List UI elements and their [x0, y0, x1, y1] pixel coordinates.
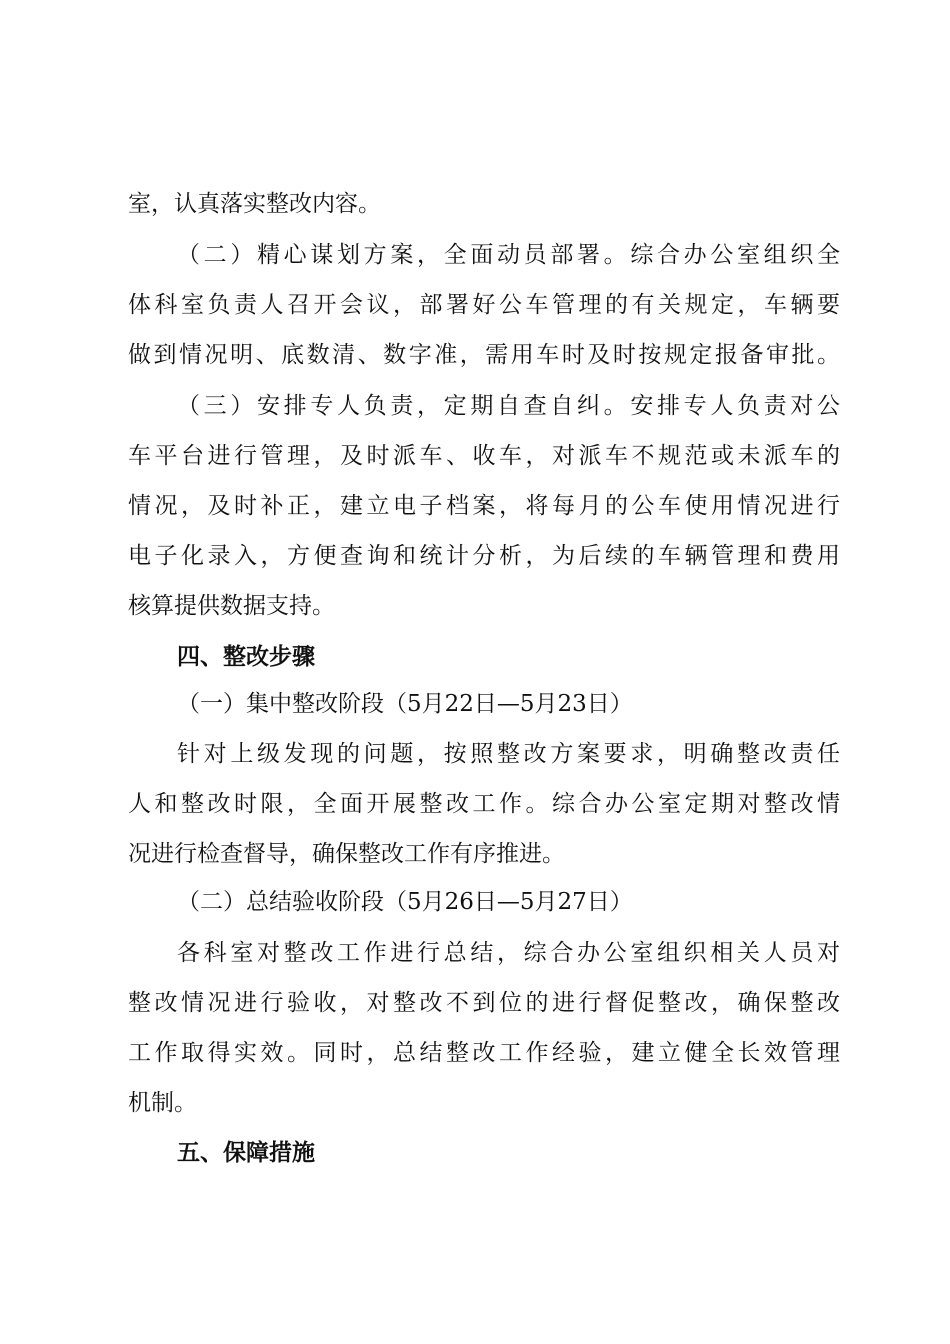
paragraph-line: 针对上级发现的问题，按照整改方案要求，明确整改责任	[177, 741, 840, 767]
section-heading: 五、保障措施	[177, 1140, 315, 1166]
paragraph-line: 整改情况进行验收，对整改不到位的进行督促整改，确保整改	[128, 990, 840, 1016]
subsection-heading: （二）总结验收阶段（5月26日—5月27日）	[177, 889, 633, 915]
paragraph-line: 电子化录入，方便查询和统计分析，为后续的车辆管理和费用	[128, 543, 840, 569]
paragraph-line: 车平台进行管理，及时派车、收车，对派车不规范或未派车的	[128, 443, 840, 469]
paragraph-line: 况进行检查督导，确保整改工作有序推进。	[128, 841, 565, 867]
paragraph-line: 人和整改时限，全面开展整改工作。综合办公室定期对整改情	[128, 791, 840, 817]
paragraph-line: 工作取得实效。同时，总结整改工作经验，建立健全长效管理	[128, 1040, 840, 1066]
subsection-heading: （一）集中整改阶段（5月22日—5月23日）	[177, 691, 633, 717]
paragraph-line: 核算提供数据支持。	[128, 593, 335, 619]
paragraph-line: 各科室对整改工作进行总结，综合办公室组织相关人员对	[177, 940, 840, 966]
paragraph-line: 室，认真落实整改内容。	[128, 191, 381, 217]
paragraph-line: 机制。	[128, 1090, 197, 1116]
section-heading: 四、整改步骤	[177, 644, 315, 670]
paragraph-line: 情况，及时补正，建立电子档案，将每月的公车使用情况进行	[128, 493, 840, 519]
paragraph-line: （二）精心谋划方案，全面动员部署。综合办公室组织全	[177, 242, 840, 268]
paragraph-line: （三）安排专人负责，定期自查自纠。安排专人负责对公	[177, 393, 840, 419]
paragraph-line: 体科室负责人召开会议，部署好公车管理的有关规定，车辆要	[128, 292, 840, 318]
paragraph-line: 做到情况明、底数清、数字准，需用车时及时按规定报备审批。	[128, 342, 840, 368]
